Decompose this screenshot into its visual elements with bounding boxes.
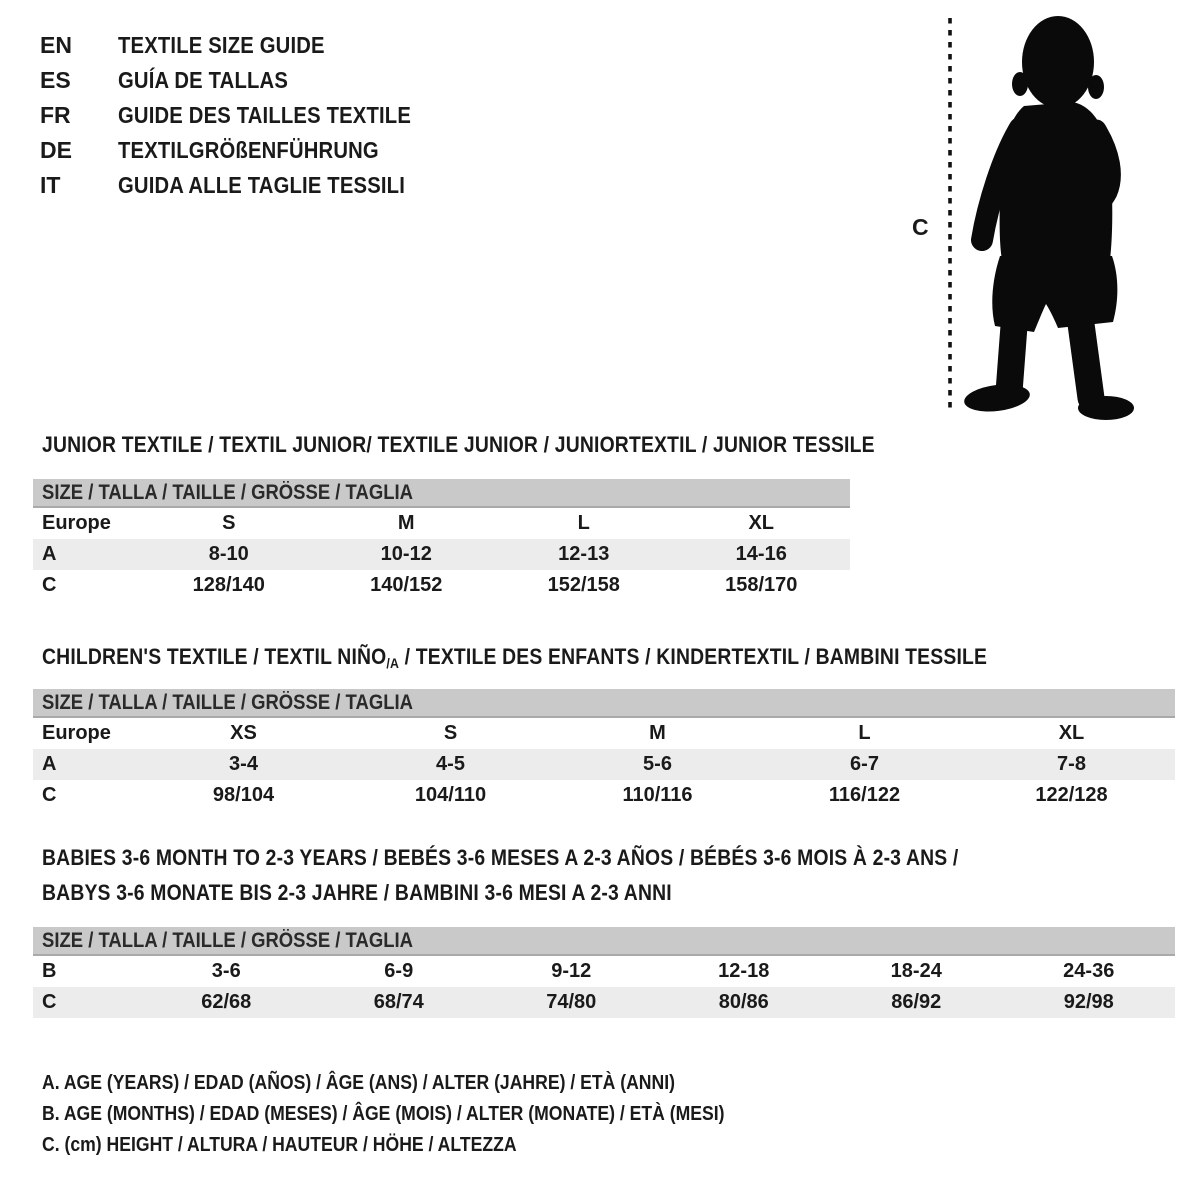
row-label: C [42,574,57,596]
table-row-height [33,570,850,601]
legend-age-years: A. AGE (YEARS) / EDAD (AÑOS) / ÂGE (ANS) / ALTER (JAHRE) / ETÀ (ANNI) [42,1072,675,1094]
size-header-text: SIZE / TALLA / TAILLE / GRÖSSE / TAGLIA [42,928,413,952]
table-cell: 8-10 [208,543,249,565]
table-row-europe [33,508,850,539]
table-cell: 122/128 [1035,784,1108,806]
language-row-es [40,63,451,98]
table-cell: S [222,512,236,534]
table-cell: 116/122 [828,784,901,806]
table-row-height [33,987,1175,1018]
nino-a-subscript: /A [386,655,400,671]
table-cell: 80/86 [718,991,769,1013]
table-cell: 68/74 [373,991,424,1013]
table-cell: 140/152 [370,574,443,596]
table-cell: 98/104 [212,784,275,806]
table-cell: XS [230,722,257,744]
row-label: Europe [42,512,111,534]
row-label: Europe [42,722,111,744]
language-code: IT [40,172,61,198]
table-cell: 6-7 [850,753,879,775]
language-title: GUIDA ALLE TAGLIE TESSILI [118,172,406,198]
row-label: A [42,753,57,775]
table-cell: 10-12 [380,543,432,565]
language-code: FR [40,102,71,128]
babies-size-table [33,927,1175,1018]
language-title: GUIDE DES TAILLES TEXTILE [118,102,412,128]
language-row-fr [40,98,451,133]
table-cell: 14-16 [735,543,787,565]
language-row-de [40,133,451,168]
table-cell: 24-36 [1063,960,1115,982]
table-row-height [33,780,1175,811]
language-code: EN [40,32,72,58]
language-title: TEXTILE SIZE GUIDE [118,32,325,58]
table-cell: 92/98 [1063,991,1114,1013]
table-cell: 9-12 [551,960,592,982]
language-title: TEXTILGRÖßENFÜHRUNG [118,137,379,163]
size-header-text: SIZE / TALLA / TAILLE / GRÖSSE / TAGLIA [42,690,413,714]
table-cell: 3-6 [211,960,241,982]
height-measure-label: C [912,214,929,240]
row-label: C [42,991,57,1013]
children-section-title: CHILDREN'S TEXTILE / TEXTIL NIÑO/A / TEXTILE DES ENFANTS / KINDERTEXTIL / BAMBINI TESSILE [42,644,988,671]
table-cell: 110/116 [622,784,693,806]
junior-size-table [33,479,850,601]
children-size-table [33,689,1175,811]
toddler-body [963,16,1134,420]
table-cell: 4-5 [436,753,465,775]
table-cell: 104/110 [414,784,487,806]
table-cell: 6-9 [384,960,414,982]
table-row-europe [33,718,1175,749]
babies-section-title-line2: BABYS 3-6 MONATE BIS 2-3 JAHRE / BAMBINI 3-6 MESI A 2-3 ANNI [42,880,672,905]
table-cell: 7-8 [1057,753,1086,775]
language-row-en [40,28,451,63]
table-cell: 5-6 [643,753,672,775]
table-cell: XL [748,512,775,534]
size-header-bar [33,479,850,508]
row-label: C [42,784,57,806]
table-cell: M [649,722,666,744]
table-cell: 152/158 [547,574,620,596]
language-title: GUÍA DE TALLAS [118,67,289,93]
junior-section-title: JUNIOR TEXTILE / TEXTIL JUNIOR/ TEXTILE JUNIOR / JUNIORTEXTIL / JUNIOR TESSILE [42,432,875,457]
language-code: DE [40,137,72,163]
size-header-bar [33,689,1175,718]
table-cell: 86/92 [891,991,942,1013]
table-cell: 62/68 [201,991,252,1013]
toddler-silhouette-icon [940,8,1160,420]
table-cell: 3-4 [229,753,258,775]
size-header-bar [33,927,1175,956]
table-cell: XL [1058,722,1085,744]
legend-height-cm: C. (cm) HEIGHT / ALTURA / HAUTEUR / HÖHE / ALTEZZA [42,1134,517,1156]
table-row-age [33,539,850,570]
table-cell: 158/170 [725,574,798,596]
row-label: A [42,543,57,565]
language-row-it [40,168,451,203]
table-cell: L [858,722,871,744]
table-cell: 74/80 [546,991,597,1013]
language-code: ES [40,67,71,93]
table-cell: 12-18 [718,960,770,982]
language-list [40,28,451,203]
table-row-months [33,956,1175,987]
table-cell: 128/140 [192,574,265,596]
babies-section-title-line1: BABIES 3-6 MONTH TO 2-3 YEARS / BEBÉS 3-6 MESES A 2-3 AÑOS / BÉBÉS 3-6 MOIS À 2-3 ANS / [42,845,959,870]
size-header-text: SIZE / TALLA / TAILLE / GRÖSSE / TAGLIA [42,480,413,504]
table-cell: 18-24 [890,960,942,982]
legend [42,1068,818,1161]
table-cell: L [577,512,590,534]
table-cell: S [443,722,458,744]
table-cell: M [397,512,415,534]
row-label: B [42,960,57,982]
table-cell: 12-13 [558,543,610,565]
table-row-age [33,749,1175,780]
legend-age-months: B. AGE (MONTHS) / EDAD (MESES) / ÂGE (MOIS) / ALTER (MONATE) / ETÀ (MESI) [42,1103,725,1125]
